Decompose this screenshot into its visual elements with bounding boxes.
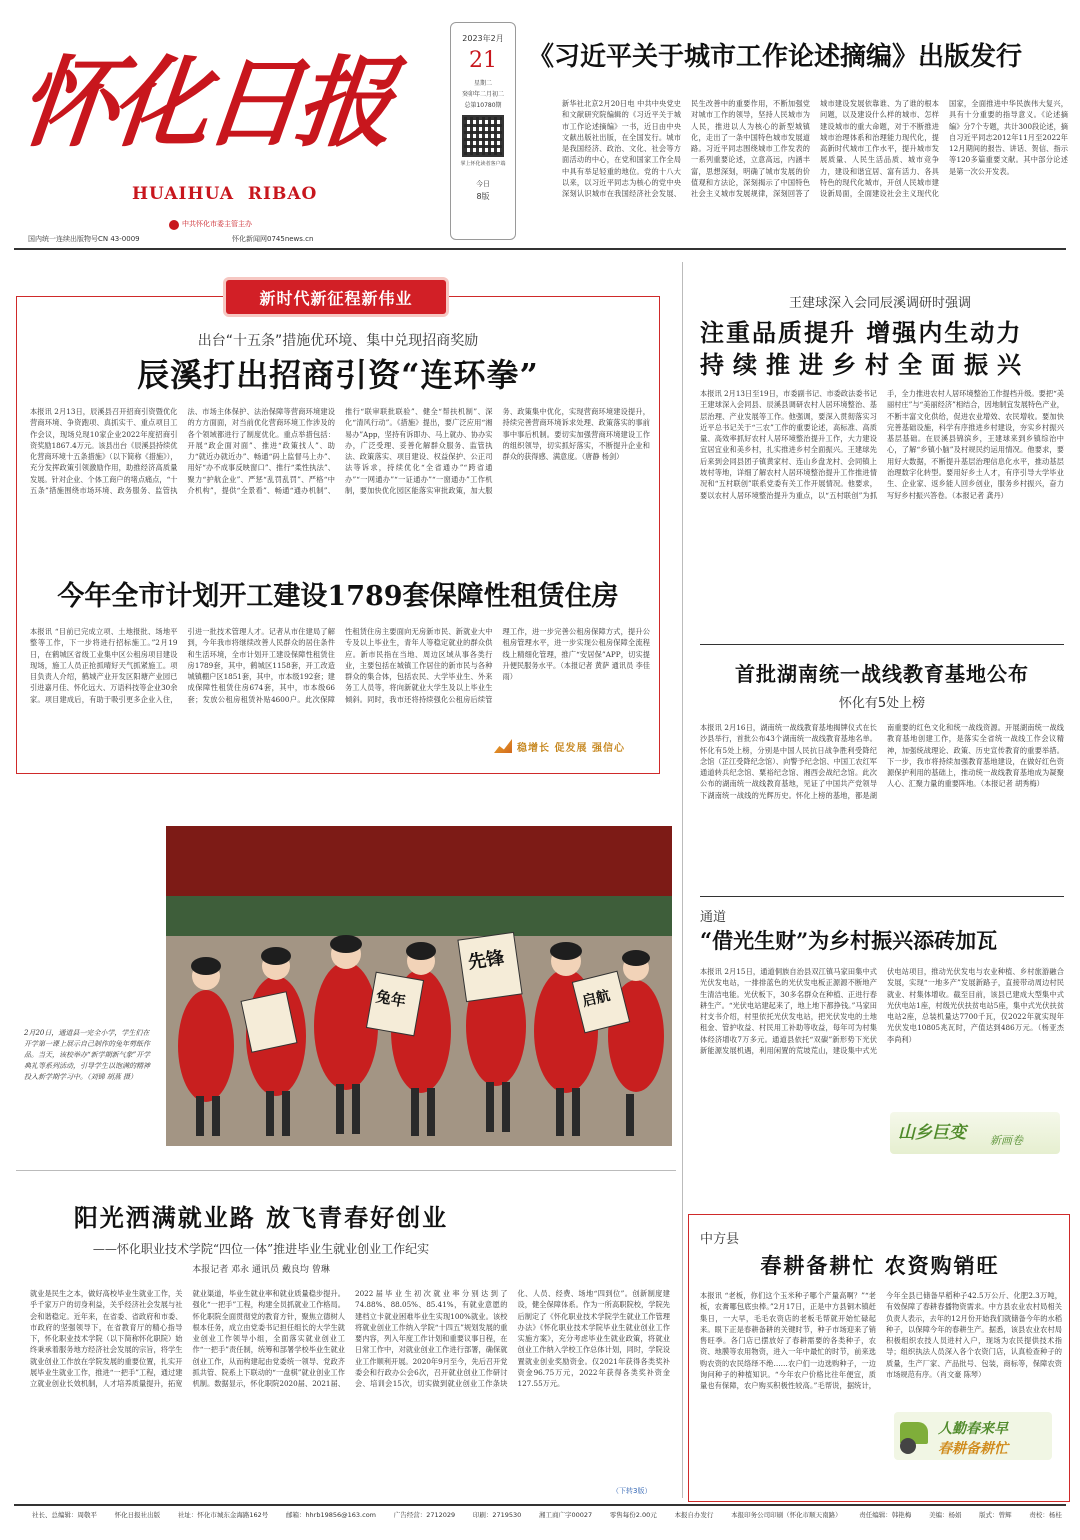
- footer-item: 怀化日报社出版: [114, 1511, 161, 1519]
- pages-label: 今日: [476, 180, 490, 188]
- zhongfang-kicker: 中方县: [700, 1232, 740, 1247]
- chenxi-kicker: 出台“十五条”措施优环境、集中兑现招商奖励: [197, 333, 479, 349]
- footer-item: 责校：杨桂: [1029, 1511, 1062, 1519]
- masthead-website: 怀化新闻网0745news.cn: [232, 235, 314, 243]
- footer-item: 本报自办发行: [674, 1511, 714, 1519]
- wjq-headline-line1: 注重品质提升 增强内生动力: [700, 318, 1023, 347]
- village-badge-sub: 新画卷: [990, 1134, 1023, 1147]
- wjq-headline-line2: 持续推进乡村全面振兴: [700, 350, 1030, 379]
- growth-icon: [494, 739, 512, 753]
- spring-badge-sub: 春耕备耕忙: [938, 1441, 1008, 1457]
- photo-board-3: 启航: [580, 987, 612, 1011]
- masthead-cn-number: 国内统一连续出版物号CN 43-0009: [28, 235, 140, 243]
- masthead: [14, 14, 444, 242]
- employment-byline: 本报记者 邓永 通讯员 戴良均 曾琳: [192, 1265, 330, 1275]
- employment-continue-note: （下转3版）: [612, 1487, 652, 1495]
- footer-item: 责任编辑：韩艳梅: [859, 1511, 912, 1519]
- village-badge: [890, 1112, 1060, 1154]
- masthead-divider: [14, 248, 1066, 250]
- photo-board-1: 先锋: [466, 947, 506, 974]
- housing-headline: 今年全市计划开工建设1789套保障性租赁住房: [57, 581, 619, 612]
- photo-caption: 2月20日，通道县一完全小学，学生们在开学第一课上展示自己制作的兔年剪纸作品。当天，该校举办“新学期新气象”开学典礼等系列活动，引导学生以饱满的精神投入新学期学习中。（刘锦 胡燕 摄）: [24, 1029, 151, 1081]
- footer-item: 本报印务公司印刷（怀化市顺天南路）: [731, 1511, 842, 1519]
- right-divider-2: [700, 896, 1064, 897]
- news-photo: [166, 826, 672, 1146]
- slogan-text: 稳增长 促发展 强信心: [517, 742, 625, 754]
- housing-body: 本报讯 “目前已完成立项、土地报批、场地平整等工作，下一步将进行招标施工。”2月19日，在鹤城区省级工业集中区公租房项目建设现场，施工人员正抢抓晴好天气抓紧施工。项目负责人介绍，鹤城产业开发区阳塘产业园已引进嘉月佳、怀化远大、万语科技等企业30余家。项目建成后，有助于吸引更多企业入住，引进一批技术管理人才。记者从市住建局了解到，今年我市将继续改善人民群众的居住条件和生活环境，全市计划开工建设保障性租赁住房1789套，其中，鹤城区1158套，开工改造城镇棚户区1851套，其中，市本级192套；建成保障性租赁住房674套，其中，市本级66套；发放公租房租赁补贴4600户。此次保障性租赁住房主要面向无房新市民、新就业大中专及以上毕业生，青年人等稳定就业的群众供应。新市民指在当地、周边区域从事各类行业，主要包括在城镇工作居住的新市民与各种群众的集合体，包括农民、大学毕业生、外来务工人员等，将向新就业大学生及以上毕业生倾斜。同时，我市还将持续强化公租房后续管理工作，进一步完善公租房保障方式，提升公租房管理水平，进一步实现公租房保障全流程线上精细化管理，推广“安居保”APP，切实提升便民服务水平。（本报记者 黄萨 通讯员 李佳雨）: [30, 627, 650, 704]
- employment-body-main: 就业是民生之本，做好高校毕业生就业工作，关乎千家万户的切身利益，关乎经济社会发展与社会和谐稳定。近年来，在省委、省政府和市委、市政府的坚强领导下，在省教育厅的精心指导下，怀化职业技术学院（以下简称怀化职院）始终秉承着服务地方经济社会发展的宗旨，将学生就业创业工作放在学院发展的重要位置，扎实开展毕业生就业工作，推进“一把手”工程，通过建立就业创业长效机制，人才培养质量提升，拓宽就业渠道，毕业生就业率和就业质量稳步提升。强化“一把手”工程，构建全员抓就业工作格局。怀化职院全面贯彻党的教育方针，聚焦立德树人根本任务，成立由党委书记担任组长的大学生就业创业工作领导小组，全面落实就业创业工作“一把手”责任制，统筹和部署学校毕业生就业创业工作，从而构建起由党委统一领导、党政齐抓共管、院系上下联动的“一盘棋”就业创业工作机制。数据显示，怀化职院2020届、2021届、2022届毕业生初次就业率分别达到了74.88%、88.05%、85.41%，有就业意愿的建档立卡就业困难毕业生实现100%就业。该校将就业创业工作纳入学院“十四五”规划发展的重要内容，列入年度工作计划和重要议事日程，在日常工作中，对就业创业工作进行部署，确保就业工作顺利开展。2020年9月至今，先后召开党委会和行政办公会6次，召开就业创业工作研讨会、培训会15次，切实做到就业创业工作条块化、人员、经费、场地“四到位”。创新制度建设，健全保障体系。作为一所高职院校，学院先后制定了《怀化职业技术学院学生就业工作管理办法》《怀化职业技术学院毕业生就业创业工作实施方案》，充分考虑毕业生就业政策，将就业创业工作纳入学校工作总体计划，同时，学院设置就业创业奖励资金。仅2021年获得各类奖补资金96.75万元，2022年获得各类奖补资金127.55万元。: [30, 1289, 670, 1389]
- issue-number: 总第10780期: [464, 102, 502, 109]
- zhongfang-headline: 春耕备耕忙 农资购销旺: [760, 1253, 1000, 1278]
- slogan-badge: [494, 735, 654, 757]
- employment-top-rule: [16, 1170, 676, 1171]
- party-emblem-icon: [169, 220, 179, 230]
- employment-headline: 阳光洒满就业路 放飞青春好创业: [73, 1203, 449, 1232]
- qr-code-icon: [462, 115, 504, 157]
- footer-item: 社长、总编辑：周敬平: [32, 1511, 97, 1519]
- tongdao-kicker: 通道: [700, 910, 727, 925]
- footer-item: 版式：曾辉: [979, 1511, 1012, 1519]
- footer-rule: [14, 1504, 1066, 1506]
- uf-subhead: 怀化有5处上榜: [838, 696, 926, 711]
- right-column-divider: [682, 262, 683, 1498]
- date-weekday: 星期二: [473, 80, 492, 87]
- wjq-body: 本报讯 2月13日至19日，市委副书记、市委政法委书记王建球深入会同县、辰溪县调研农村人居环境整治、基层治理、产业发展等工作。他强调，要深入贯彻落实习近平总书记关于“三农”工作的重要论述，高标准、高质量、高效率抓好农村人居环境整治提升工作，大力建设宜居宜业和美乡村，扎实推进乡村全面振兴。王建球先后来到会同县团子镇黄家村、连山乡盘龙村、会同镇上坡村等地，详细了解农村人居环境整治提升工作推进情况和“五村联创”联系党委有关工作开展情况。他要求，要以农村人居环境整治提升为重点，以“五村联创”为抓手，全力推进农村人居环境整治工作提档升级。要把“美丽村庄”与“美丽经济”相结合，因地制宜发展特色产业，不断丰富文化供给，促进农业增效、农民增收。要加快完善基础设施，科学有序推进乡村建设，夯实乡村振兴基层基础。在辰溪县锦滨乡，王建球来到乡镇综治中心，了解“乡镇小脑”及村规民约运用情况。他要求，要用好大数据，不断提升基层治理信息化水平，推动基层治理数字化转型。要用好乡土人才，有序引导大学毕业生、企业家、返乡能人回乡创业，服务乡村振兴，奋力写好乡村振兴答卷。（本报记者 龚丹）: [700, 389, 1064, 500]
- feature-banner-text: 新时代新征程新伟业: [259, 288, 413, 308]
- spring-badge: [894, 1412, 1052, 1460]
- footer-item: 零售每份2.00元: [609, 1511, 657, 1519]
- chenxi-headline: 辰溪打出招商引资“连环拳”: [137, 356, 539, 394]
- spring-badge-main: 人勤春来早: [938, 1421, 1008, 1437]
- footer-item: 广告经营：2712029: [393, 1511, 456, 1519]
- chenxi-body: 本报讯 2月13日，辰溪县召开招商引资暨优化营商环境、争资跑项、真抓实干、重点项目工作会议，现场兑现10家企业2022年度招商引资奖励1867.4万元。该县出台《辰溪县持续优化营商环境十五条措施》（以下简称《措施》），充分发挥政策引领激励作用，助推经济高质量发展。针对企业、个体工商户的堵点痛点，“十五条”措施围绕市场环境、政务服务、监管执法、市场主体保护、法治保障等营商环境建设的方方面面，对当前优化营商环境工作涉及的各个领域都进行了制度优化。重点举措包括：开展“政企面对面”、推进“政策找人”、助力“就近办就近办”、畅通“码上监督马上办”、用好“办不成事反映窗口”、推行“柔性执法”、聚力“护航企业”、严惩“乱罚乱罚”、严格“中介机构”，提供“全景看”、畅通“通办机制”、推行“联审联批联验”、健全“帮扶机制”、深化“清风行动”。《措施》提出，要广泛应用“湘易办”App，坚持有诉即办、马上就办、协办实办，广泛受理、妥善化解群众服务、监管执法、政策落实、项目建设、权益保护、公正司法等诉求，持续优化“全省通办”“跨省通办”“一网通办”“一证通办”“一窗通办”工作机制，要加快优化园区能落实审批政策，加大服务、政策集中优化，实现营商环境建设提升，持续完善营商环境诉求处理、政策落实的事前事中事后机制。要切实加强营商环境建设工作的组织领导，切实抓好落实，不断提升企业和群众的获得感、满意度。（唐静 杨剑）: [30, 407, 650, 496]
- qr-caption: 掌上怀化读者客户端: [460, 161, 506, 167]
- date-lunar: 癸卯年二月初二: [461, 91, 504, 98]
- masthead-pinyin: HUAIHUA RIBAO: [132, 184, 318, 204]
- pages-count: 8版: [476, 192, 490, 201]
- date-year-month: 2023年2月: [462, 34, 504, 43]
- footer-item: 美编：杨娟: [928, 1511, 962, 1519]
- tractor-wheel-icon: [900, 1438, 916, 1454]
- footer-item: 社址：怀化市城东金海路162号: [177, 1511, 269, 1519]
- footer-item: 邮箱：hhrb19856@163.com: [285, 1511, 377, 1519]
- date-box: [450, 22, 516, 240]
- lead-headline: 《习近平关于城市工作论述摘编》出版发行: [528, 42, 1023, 72]
- masthead-logo: 怀化日报: [14, 46, 395, 161]
- photo-board-2: 兔年: [374, 987, 408, 1011]
- tongdao-headline: “借光生财”为乡村振兴添砖加瓦: [700, 928, 998, 953]
- feature-banner: [226, 280, 446, 314]
- masthead-sponsor: 中共怀化市委主管主办: [182, 220, 252, 228]
- employment-subhead: ——怀化职业技术学院“四位一体”推进毕业生就业创业工作纪实: [92, 1242, 430, 1256]
- uf-headline: 首批湖南统一战线教育基地公布: [735, 662, 1029, 686]
- date-day: 21: [469, 48, 497, 73]
- right-divider-1: [700, 644, 1064, 645]
- wjq-kicker: 王建球深入会同辰溪调研时强调: [788, 296, 971, 311]
- footer-item: 湘工商广字00027: [538, 1511, 593, 1519]
- uf-body: 本报讯 2月16日，湖南统一战线教育基地揭牌仪式在长沙县举行，首批公布43个湖南统一战线教育基地名单。怀化有5处上榜，分别是中国人民抗日战争胜利受降纪念馆（芷江受降纪念馆）、向警予纪念馆、中国工农红军通道转兵纪念馆、粟裕纪念馆、湘西会战纪念馆。此次公布的湖南统一战线教育基地，见证了中国共产党领导下湖南统一战线的光辉历史。怀化上榜的基地，都是湖南重要的红色文化和统一战线资源。开展湖南统一战线教育基地创建工作，是落实全省统一战线工作会议精神，加强统战理论、政策、历史宣传教育的重要举措。下一步，我市将持续加强教育基地建设，在做好红色资源保护利用的基础上，推动统一战线教育基地成为凝聚人心、汇聚力量的重要阵地。（本报记者 胡秀梅）: [700, 723, 1064, 800]
- zhongfang-body: 本报讯 “老板，你们这个玉米种子哪个产量高啊？”“老板，农膏哪包底虫棒。”2月17日，正是中方县铜木镇赶集日，一大早，毛毛农资店的老板毛帮就开始忙碌起来。眼下正是春耕备耕的关键时节，种子市场迎来了销售旺季。各门店已摆放好了春耕需要的各类种子，农资、地膜等农用物资，进入一年中最忙的时节，前来选购农资的农民络绎不绝……农户们一边选购种子，一边询问种子的种植知识。“今年农户价格比往年便宜，质量也有保障，农户购买积极性较高。”毛帮说，据统计，今年全县已储备早稻种子42.5万公斤、化肥2.3万吨，有效保障了春耕春播物资需求。中方县农业农村局相关负责人表示，去年的12月份开始我们就储备今年的水稻种子，以保障今年的春耕生产。据悉，该县农业农村局积极组织农技人员进村入户，现场为农民提供技术指导；组织执法人员深入各个农资门店，认真检查种子的质量，生产厂家、产品批号、包装，商标等，保障农资市场规范有序。（肖文豪 陈琴）: [700, 1291, 1062, 1391]
- footer-item: 印刷：2719530: [472, 1511, 522, 1519]
- lead-body: 新华社北京2月20日电 中共中央党史和文献研究院编辑的《习近平关于城市工作论述摘编》一书，近日由中央文献出版社出版，在全国发行。城市是我国经济、政治、文化、社会等方面活动的中心，在党和国家工作全局中具有举足轻重的地位。党的十八大以来，以习近平同志为核心的党中央深刻认识城市在我国经济社会发展、民生改善中的重要作用，不断加强党对城市工作的领导，坚持人民城市为人民，推进以人为核心的新型城镇化，走出了一条中国特色城市发展道路。习近平同志围绕城市工作发表的一系列重要论述，立意高远，内涵丰富，思想深刻，明确了城市发展的价值观和方法论，深刻揭示了中国特色社会主义城市发展规律，深刻回答了城市建设发展依靠谁、为了谁的根本问题，以及建设什么样的城市、怎样建设城市的重大命题，对于不断推进城市治理体系和治理能力现代化，提高新时代城市工作水平，提升城市发展质量、人民生活品质、城市竞争力，建设和谐宜居、富有活力、各具特色的现代化城市，开创人民城市建设新局面，全面建设社会主义现代化国家，全面推进中华民族伟大复兴，具有十分重要的指导意义。《论述摘编》分7个专题，共计300段论述，摘自习近平同志2012年11月至2022年12月期间的报告、讲话、贺信、指示等120多篇重要文献。其中部分论述是第一次公开发表。: [562, 99, 1068, 199]
- village-badge-main: 山乡巨变: [898, 1123, 966, 1143]
- footer-bar: [32, 1510, 1062, 1530]
- photo-illustration: [166, 826, 672, 1146]
- tongdao-body: 本报讯 2月15日，通道侗族自治县双江镇马家田集中式光伏发电站，一排排蓝色的光伏发电板正源源不断地产生清洁电能。光伏板下，30多名群众在种植、正进行春耕生产。“光伏电站建起来了，地上地下都挣钱。”马家田村支书介绍，村里依托光伏发电站，把光伏发电的土地租金、管护收益、村民用工补助等收益，每年可为村集体经济增收7万多元。通道县依托“双碳”新形势下光伏新能源发展机遇，利用闲置的荒坡荒山，建设集中式光伏电站项目，推动光伏发电与农业种植、乡村旅游融合发展，实现“一地多产”发展新路子，直接带动周边村民就业、村集体增收。截至目前，该县已建成大型集中式光伏电站1座，村级光伏扶贫电站5座，集中式光伏扶贫电站2座，总装机量达7700千瓦，仅2022年就实现年光伏发电10805兆瓦时，产值达到486万元。（杨亚杰 李尚利）: [700, 967, 1064, 1056]
